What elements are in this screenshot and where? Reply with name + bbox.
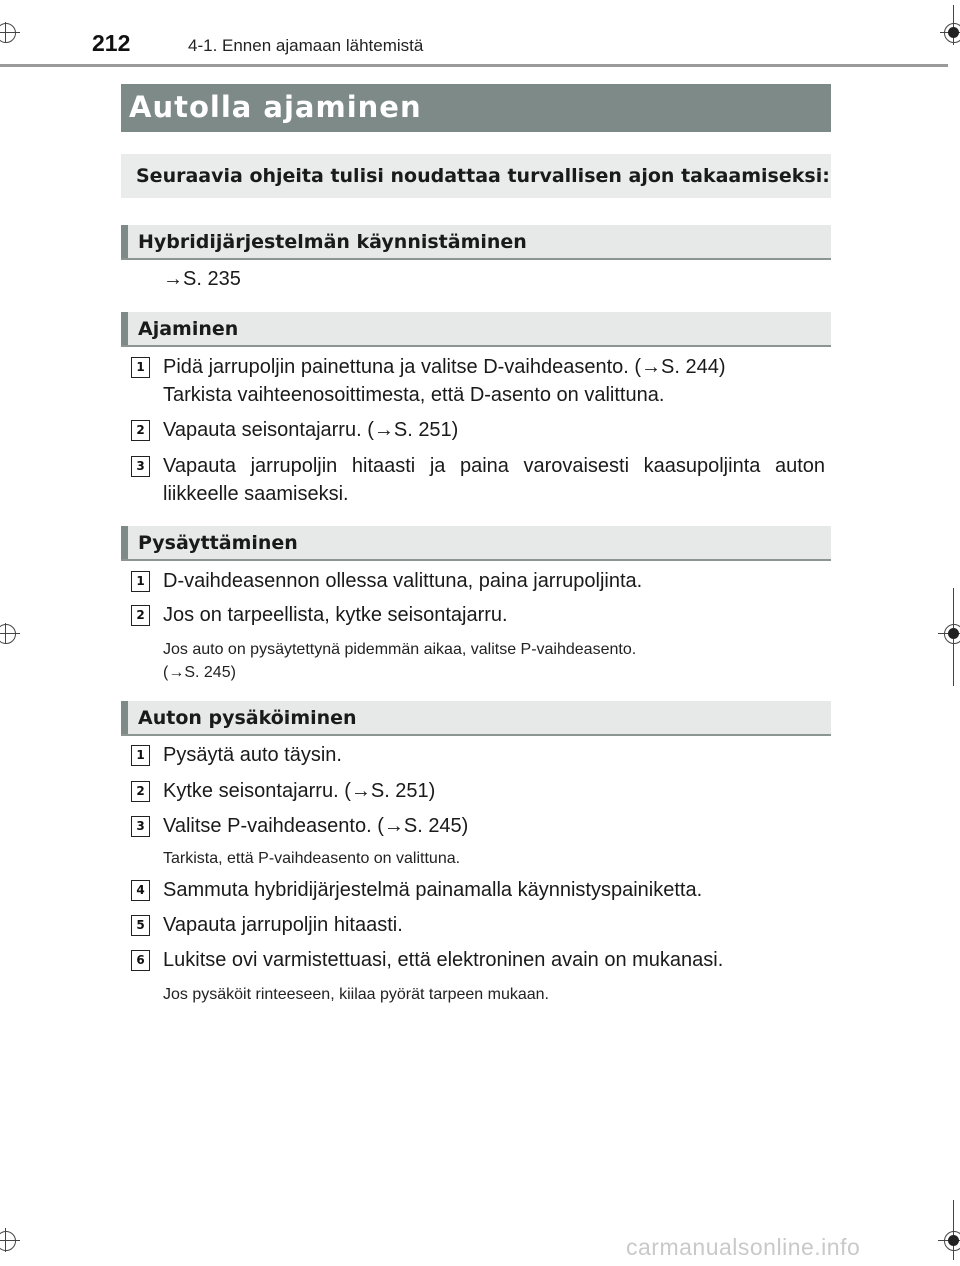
running-head: 4-1. Ennen ajamaan lähtemistä	[188, 36, 424, 55]
step-text: liikkeelle saamiseksi.	[163, 483, 349, 505]
step-note: (→S. 245)	[163, 664, 236, 681]
step-text: Valitse P-vaihdeasento. (→S. 245)	[163, 815, 469, 837]
step-text: Kytke seisontajarru. (→S. 251)	[163, 780, 436, 802]
step-number-badge: 3	[131, 456, 150, 477]
step-text: Pidä jarrupoljin painettuna ja valitse D-vaihdeasento. (→S. 244)	[163, 356, 726, 378]
page-title-bar	[121, 84, 831, 132]
step-text: Pysäytä auto täysin.	[163, 744, 342, 766]
step-number-badge: 2	[131, 420, 150, 441]
step-number-badge: 1	[131, 745, 150, 766]
step-text: Sammuta hybridijärjestelmä painamalla käynnistyspainiketta.	[163, 879, 703, 901]
section-heading-stopping	[121, 526, 831, 561]
step-note: Jos pysäköit rinteeseen, kiilaa pyörät tarpeen mukaan.	[163, 986, 549, 1003]
step-text: Vapauta seisontajarru. (→S. 251)	[163, 419, 459, 441]
step-number-badge: 2	[131, 605, 150, 626]
step-text: Lukitse ovi varmistettuasi, että elektroninen avain on mukanasi.	[163, 949, 724, 971]
section-heading-label: Hybridijärjestelmän käynnistäminen	[138, 231, 527, 253]
step-number-badge: 3	[131, 816, 150, 837]
section-heading-parking	[121, 701, 831, 736]
step-note: Jos auto on pysäytettynä pidemmän aikaa, valitse P-vaihdeasento.	[163, 641, 637, 658]
section-heading-driving	[121, 312, 831, 347]
step-text: D-vaihdeasennon ollessa valittuna, paina jarrupoljinta.	[163, 570, 643, 592]
page-number: 212	[92, 30, 131, 56]
step-number-badge: 2	[131, 781, 150, 802]
header-rule	[0, 64, 948, 67]
page-reference-link[interactable]: →S. 235	[163, 268, 241, 290]
section-heading-label: Auton pysäköiminen	[138, 707, 357, 729]
intro-text: Seuraavia ohjeita tulisi noudattaa turvallisen ajon takaamiseksi:	[136, 165, 830, 187]
page-title: Autolla ajaminen	[129, 90, 422, 124]
intro-box	[121, 154, 831, 198]
step-text: Vapauta jarrupoljin hitaasti ja paina varovaisesti kaasupoljinta auton	[163, 455, 825, 477]
step-text: Vapauta jarrupoljin hitaasti.	[163, 914, 403, 936]
step-number-badge: 1	[131, 571, 150, 592]
section-heading-label: Pysäyttäminen	[138, 532, 298, 554]
step-number-badge: 1	[131, 357, 150, 378]
section-heading-hybrid-start	[121, 225, 831, 260]
step-note: Tarkista, että P-vaihdeasento on valittuna.	[163, 850, 461, 867]
section-heading-label: Ajaminen	[138, 318, 239, 340]
step-text: Tarkista vaihteenosoittimesta, että D-asento on valittuna.	[163, 384, 665, 406]
step-text: Jos on tarpeellista, kytke seisontajarru.	[163, 604, 508, 626]
step-number-badge: 6	[131, 950, 150, 971]
step-number-badge: 5	[131, 915, 150, 936]
step-number-badge: 4	[131, 880, 150, 901]
watermark-text: carmanualsonline.info	[626, 1234, 861, 1260]
